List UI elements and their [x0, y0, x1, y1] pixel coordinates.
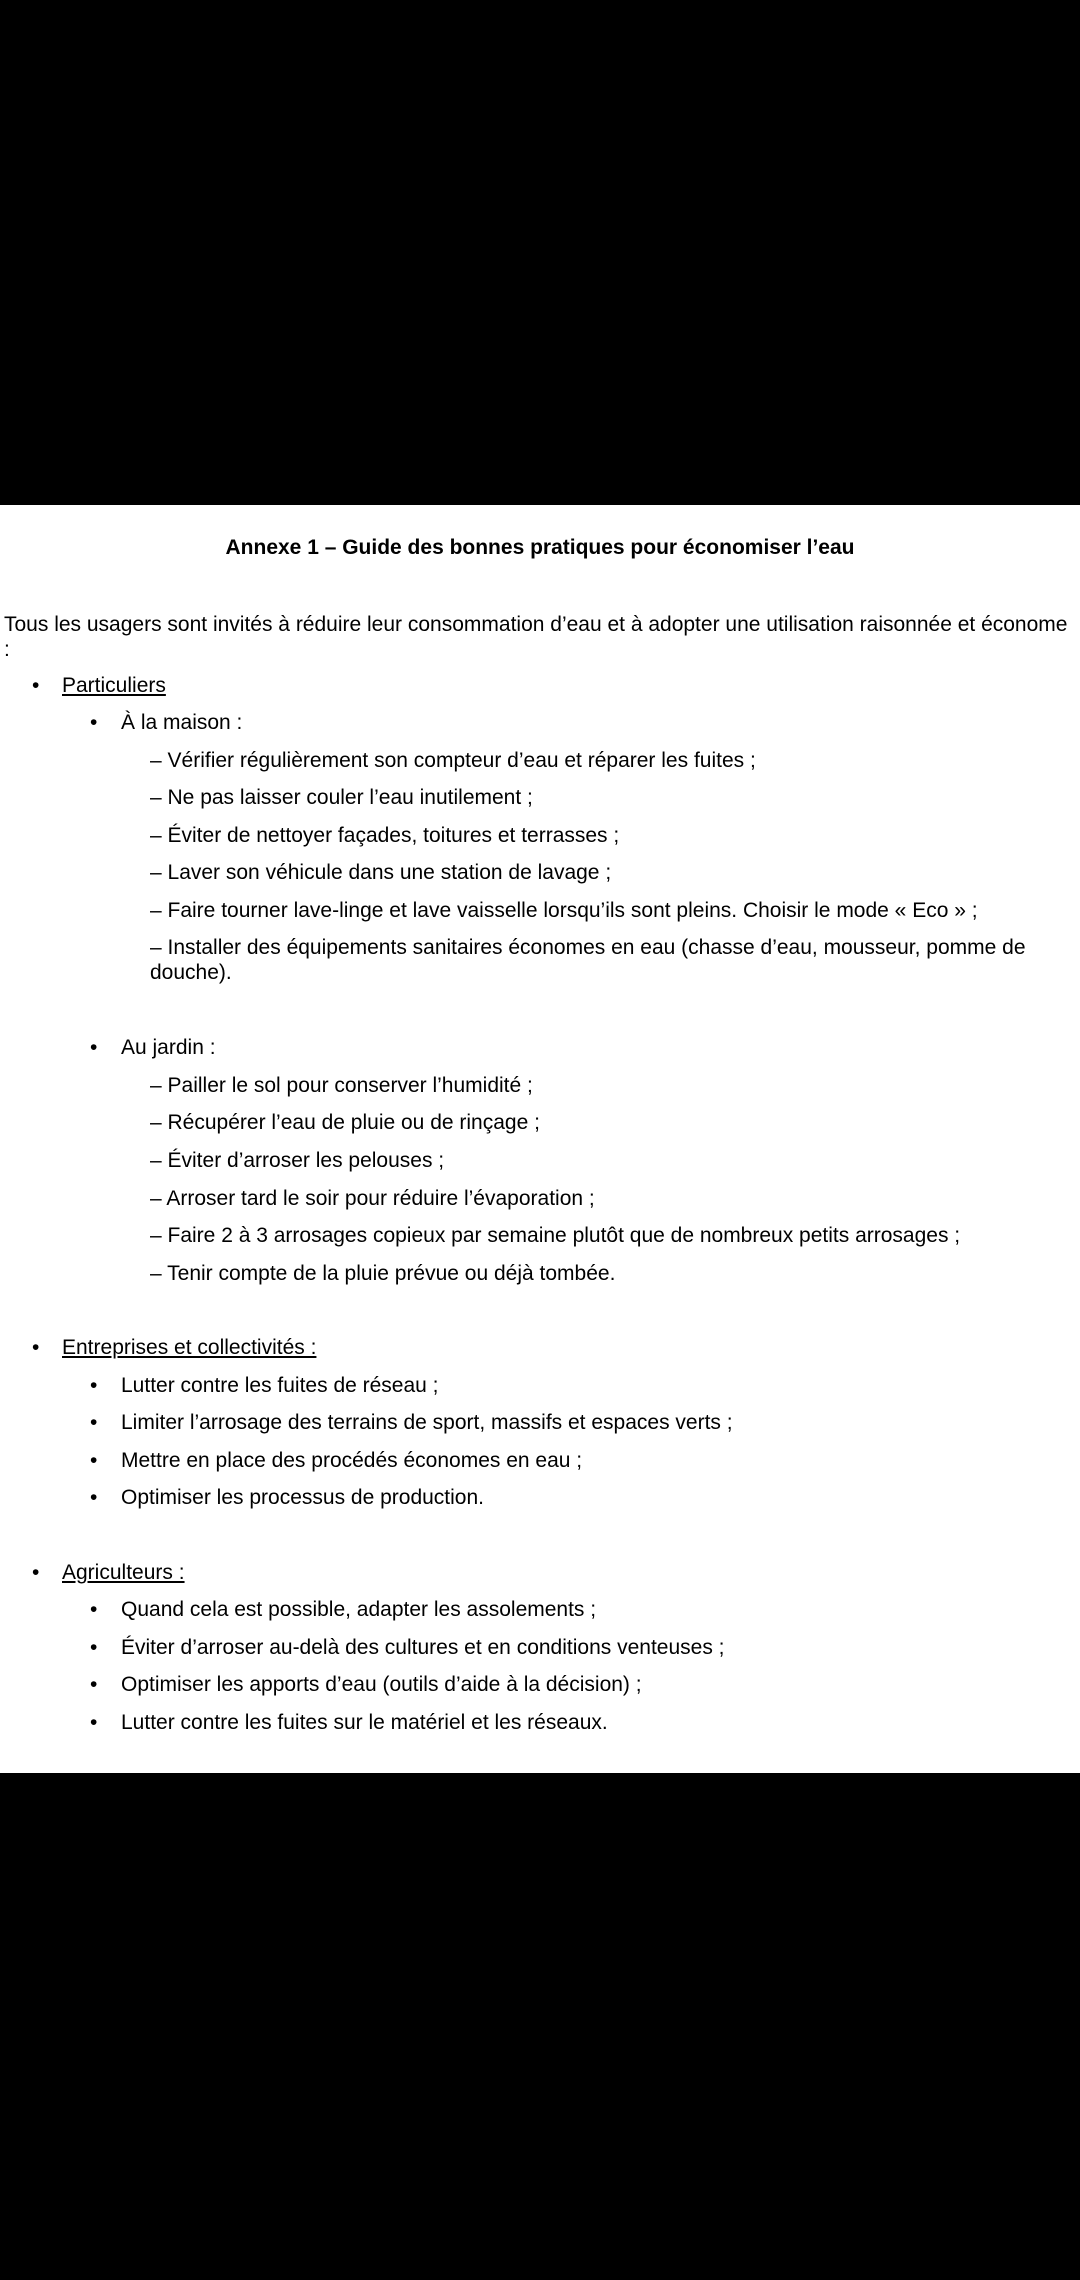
bullet-icon: • — [90, 711, 98, 734]
list-item: Quand cela est possible, adapter les assolements ; — [121, 1598, 597, 1621]
bullet-icon: • — [32, 1561, 40, 1584]
list-item: – Éviter d’arroser les pelouses ; — [150, 1149, 445, 1172]
list-item: Lutter contre les fuites de réseau ; — [121, 1374, 439, 1397]
bullet-icon: • — [90, 1673, 98, 1696]
list-item: – Éviter de nettoyer façades, toitures et terrasses ; — [150, 824, 620, 847]
list-item: – Installer des équipements sanitaires économes en eau (chasse d’eau, mousseur, pomme de douche). — [150, 936, 1026, 984]
list-item: Optimiser les processus de production. — [121, 1486, 484, 1509]
section-heading-agriculteurs: Agriculteurs : — [62, 1561, 185, 1584]
bullet-icon: • — [90, 1374, 98, 1397]
list-item: – Vérifier régulièrement son compteur d’eau et réparer les fuites ; — [150, 749, 756, 772]
intro-paragraph: Tous les usagers sont invités à réduire leur consommation d’eau et à adopter une utilisation raisonnée et économe : — [4, 613, 1068, 661]
bullet-icon: • — [90, 1411, 98, 1434]
section-heading-particuliers: Particuliers — [62, 674, 166, 697]
section-heading-entreprises: Entreprises et collectivités : — [62, 1336, 317, 1359]
list-item: – Faire 2 à 3 arrosages copieux par semaine plutôt que de nombreux petits arrosages ; — [150, 1224, 961, 1247]
list-item: Limiter l’arrosage des terrains de sport, massifs et espaces verts ; — [121, 1411, 733, 1434]
list-item: – Arroser tard le soir pour réduire l’évaporation ; — [150, 1187, 595, 1210]
bullet-icon: • — [90, 1636, 98, 1659]
list-item: Optimiser les apports d’eau (outils d’aide à la décision) ; — [121, 1673, 642, 1696]
list-item: – Tenir compte de la pluie prévue ou déjà tombée. — [150, 1262, 616, 1285]
page-title: Annexe 1 – Guide des bonnes pratiques pour économiser l’eau — [225, 536, 855, 559]
list-item: – Ne pas laisser couler l’eau inutilement ; — [150, 786, 533, 809]
list-item: – Laver son véhicule dans une station de lavage ; — [150, 861, 612, 884]
subsection-heading-jardin: Au jardin : — [121, 1036, 216, 1059]
list-item: – Faire tourner lave-linge et lave vaisselle lorsqu’ils sont pleins. Choisir le mode « Eco » ; — [150, 899, 978, 922]
list-item: – Pailler le sol pour conserver l’humidité ; — [150, 1074, 533, 1097]
bullet-icon: • — [90, 1486, 98, 1509]
subsection-heading-maison: À la maison : — [121, 711, 243, 734]
list-item: Mettre en place des procédés économes en eau ; — [121, 1449, 583, 1472]
document-page — [0, 505, 1080, 1773]
list-item: – Récupérer l’eau de pluie ou de rinçage ; — [150, 1111, 540, 1134]
bullet-icon: • — [90, 1598, 98, 1621]
list-item: Lutter contre les fuites sur le matériel et les réseaux. — [121, 1711, 608, 1734]
bullet-icon: • — [90, 1449, 98, 1472]
bullet-icon: • — [90, 1711, 98, 1734]
bullet-icon: • — [32, 674, 40, 697]
bullet-icon: • — [90, 1036, 98, 1059]
bullet-icon: • — [32, 1336, 40, 1359]
list-item: Éviter d’arroser au-delà des cultures et en conditions venteuses ; — [121, 1636, 725, 1659]
